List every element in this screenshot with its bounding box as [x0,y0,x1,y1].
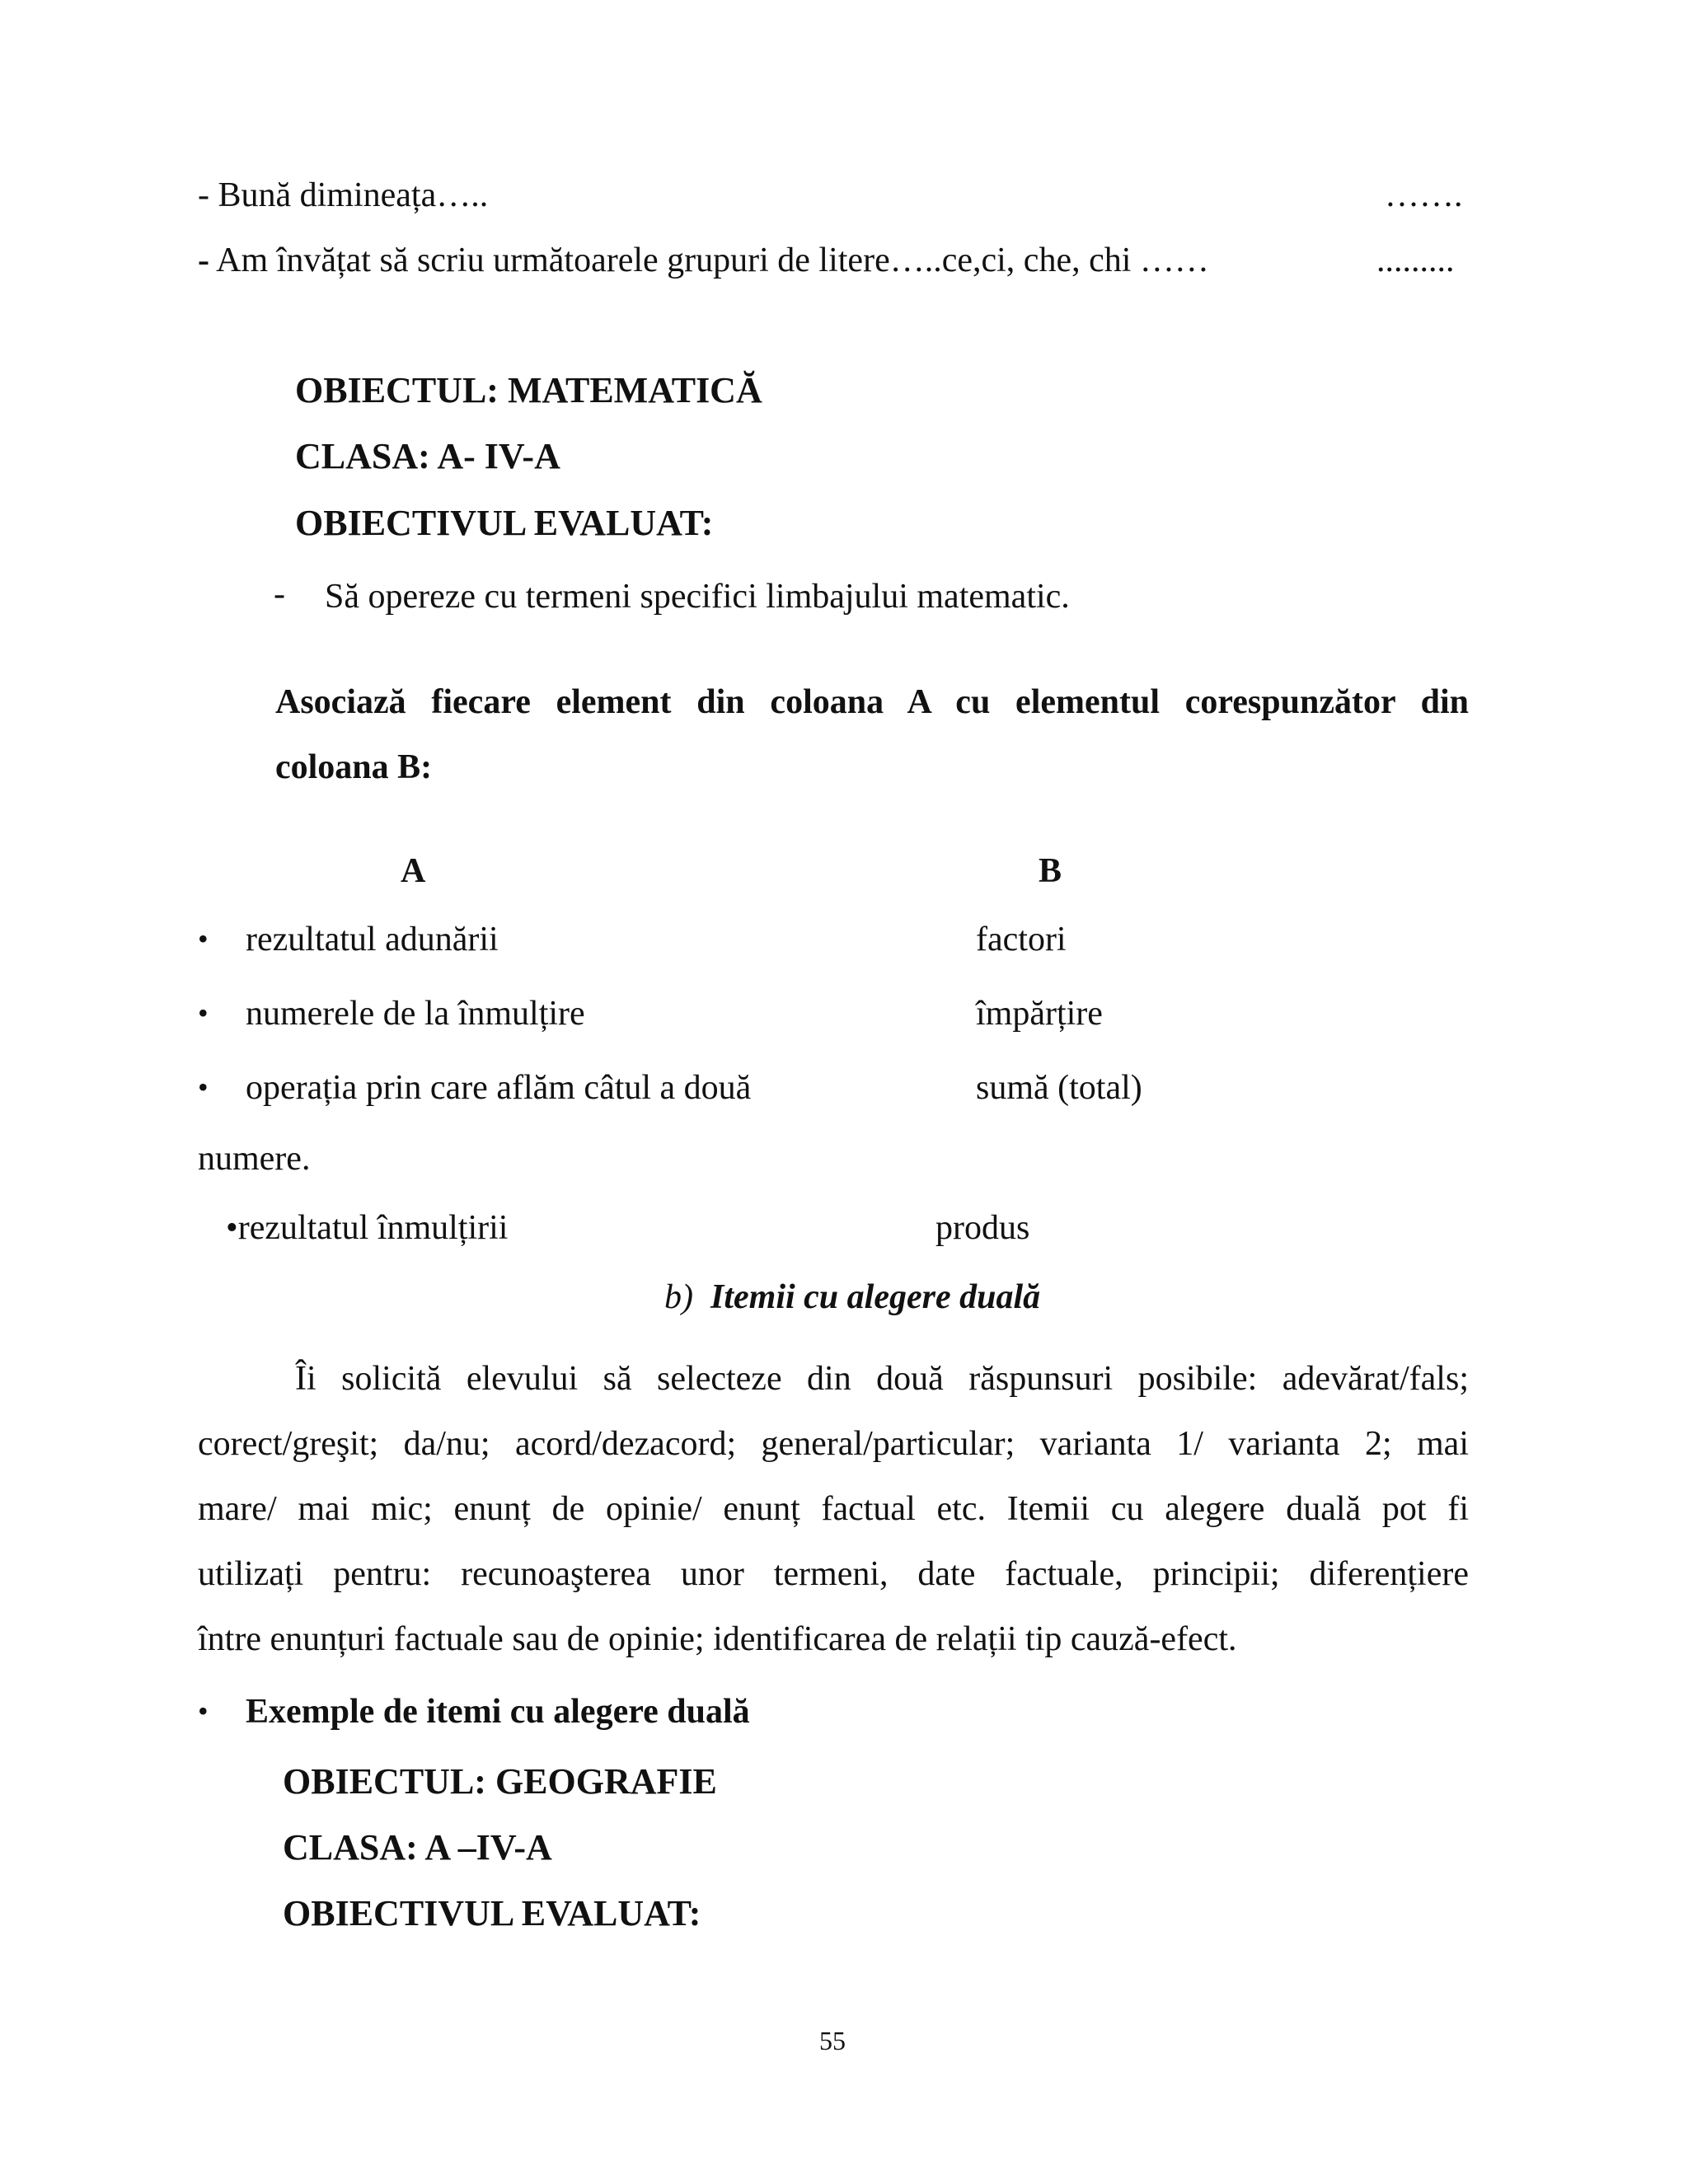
column-a-header: A [401,852,426,890]
math-subject-heading: OBIECTUL: MATEMATICĂ [295,370,762,410]
row-1-a: rezultatul adunării [246,921,499,958]
intro-line-1-dots: ……. [1385,176,1463,214]
row-3-continuation: numere. [198,1140,311,1178]
row-3-bullet: • [198,1071,209,1104]
intro-line-2-dash: - [198,241,209,279]
intro-line-2-dots: ......... [1376,241,1455,279]
examples-title: Exemple de itemi cu alegere duală [246,1693,750,1731]
geo-subject-heading: OBIECTUL: GEOGRAFIE [283,1761,717,1802]
paragraph-line-2: corect/greşit; da/nu; acord/dezacord; general/particular; varianta 1/ varianta 2; mai [198,1425,1469,1463]
section-b-marker: b) [664,1278,693,1316]
row-1-bullet: • [198,922,209,955]
row-2-a: numerele de la înmulțire [246,995,585,1033]
geo-objective-heading: OBIECTIVUL EVALUAT: [283,1893,701,1933]
math-instruction-line-1: Asociază fiecare element din coloana A cu elementul corespunzător din [275,683,1469,721]
math-class-heading: CLASA: A- IV-A [295,436,560,476]
row-3-b: sumă (total) [976,1069,1142,1107]
intro-line-1: - Bună dimineața….. [198,176,489,214]
row-4-b: produs [935,1209,1030,1247]
math-instruction-line-2: coloana B: [275,748,433,786]
column-b-header: B [1039,852,1062,890]
intro-line-2 [198,240,1209,281]
row-2-bullet: • [198,996,209,1029]
intro-line-2-text: Am învățat să scriu următoarele grupuri de litere…..ce,ci, che, chi …… [209,241,1209,279]
row-4-a: •rezultatul înmulțirii [226,1209,509,1247]
section-b-heading [664,1277,1040,1318]
examples-bullet: • [198,1694,209,1727]
paragraph-line-3: mare/ mai mic; enunț de opinie/ enunț factual etc. Itemii cu alegere duală pot fi [198,1490,1469,1528]
row-2-b: împărțire [976,995,1103,1033]
row-3-a: operația prin care aflăm câtul a două [246,1069,752,1107]
paragraph-line-5: între enunțuri factuale sau de opinie; identificarea de relații tip cauză-efect. [198,1620,1237,1658]
row-1-b: factori [976,921,1067,958]
geo-class-heading: CLASA: A –IV-A [283,1827,552,1868]
section-b-title: Itemii cu alegere duală [710,1278,1041,1316]
paragraph-line-4: utilizați pentru: recunoaşterea unor termeni, date factuale, principii; diferențiere [198,1555,1469,1593]
page-number: 55 [819,2026,846,2055]
paragraph-line-1: Îi solicită elevului să selecteze din două răspunsuri posibile: adevărat/fals; [295,1360,1469,1398]
math-objective-text: Să opereze cu termeni specifici limbajului matematic. [325,578,1070,616]
math-objective-dash: - [274,575,285,613]
math-objective-heading: OBIECTIVUL EVALUAT: [295,503,714,543]
